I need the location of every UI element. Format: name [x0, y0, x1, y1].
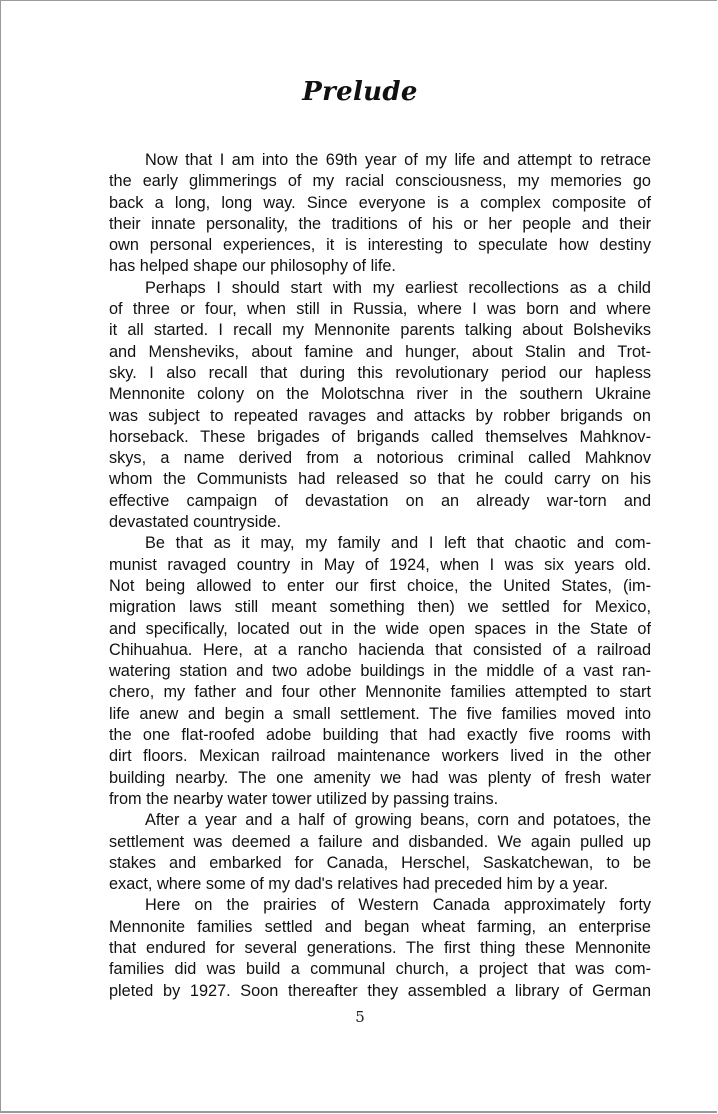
text-line: life anew and begin a small settlement. The five families moved into	[109, 704, 651, 723]
page-number: 5	[355, 1008, 365, 1026]
text-line: their innate personality, the traditions of his or her people and their	[109, 214, 651, 233]
text-line: it all started. I recall my Mennonite parents talking about Bolsheviks	[109, 321, 651, 340]
text-line: chero, my father and four other Mennonite families attempted to start	[109, 683, 651, 702]
text-line: After a year and a half of growing beans, corn and potatoes, the	[145, 811, 651, 830]
text-line: Chihuahua. Here, at a rancho hacienda that consisted of a railroad	[109, 640, 651, 659]
text-line: back a long, long way. Since everyone is a complex composite of	[109, 193, 651, 212]
text-line: watering station and two adobe buildings in the middle of a vast ran-	[109, 662, 651, 681]
text-line: Perhaps I should start with my earliest recollections as a child	[145, 278, 651, 297]
text-line: building nearby. The one amenity we had was plenty of fresh water	[109, 768, 651, 787]
text-line: and Mensheviks, about famine and hunger, about Stalin and Trot-	[109, 342, 651, 361]
text-line: from the nearby water tower utilized by passing trains.	[109, 789, 499, 808]
text-line: Not being allowed to enter our first choice, the United States, (im-	[109, 576, 651, 595]
text-line: stakes and embarked for Canada, Herschel, Saskatchewan, to be	[109, 853, 651, 872]
text-line: munist ravaged country in May of 1924, when I was six years old.	[109, 555, 651, 574]
text-line: horseback. These brigades of brigands called themselves Mahknov-	[109, 427, 651, 446]
text-line: sky. I also recall that during this revolutionary period our hapless	[109, 363, 651, 382]
text-line: devastated countryside.	[109, 513, 281, 532]
text-line: migration laws still meant something then) we settled for Mexico,	[109, 598, 651, 617]
text-line: Here on the prairies of Western Canada approximately forty	[145, 896, 651, 915]
text-line: was subject to repeated ravages and attacks by robber brigands on	[109, 406, 651, 425]
text-line: Mennonite colony on the Molotschna river in the southern Ukraine	[109, 385, 651, 404]
text-line: effective campaign of devastation on an already war-torn and	[109, 491, 651, 510]
text-line: the one flat-roofed adobe building that had exactly five rooms with	[109, 726, 651, 745]
text-line: of three or four, when still in Russia, where I was born and where	[109, 300, 651, 319]
text-line: pleted by 1927. Soon thereafter they assembled a library of German	[109, 981, 651, 1000]
text-line: Now that I am into the 69th year of my life and attempt to retrace	[145, 151, 651, 169]
text-line: exact, where some of my dad's relatives had preceded him by a year.	[109, 875, 609, 894]
text-line: Be that as it may, my family and I left that chaotic and com-	[145, 534, 651, 553]
text-line: whom the Communists had released so that he could carry on his	[109, 470, 651, 489]
text-line: has helped shape our philosophy of life.	[109, 257, 396, 276]
text-line: own personal experiences, it is interesting to speculate how destiny	[109, 236, 651, 255]
text-line: that endured for several generations. The first thing these Mennonite	[109, 938, 651, 957]
body-text	[109, 150, 651, 1002]
chapter-title: Prelude	[302, 77, 418, 107]
text-line: dirt floors. Mexican railroad maintenance workers lived in the other	[109, 747, 651, 766]
text-line: settlement was deemed a failure and disbanded. We again pulled up	[109, 832, 651, 851]
text-line: skys, a name derived from a notorious criminal called Mahknov	[109, 449, 651, 468]
text-line: and specifically, located out in the wide open spaces in the State of	[109, 619, 651, 638]
text-line: Mennonite families settled and began wheat farming, an enterprise	[109, 917, 651, 936]
text-line: the early glimmerings of my racial consciousness, my memories go	[109, 172, 651, 191]
text-line: families did was build a communal church, a project that was com-	[109, 960, 651, 979]
